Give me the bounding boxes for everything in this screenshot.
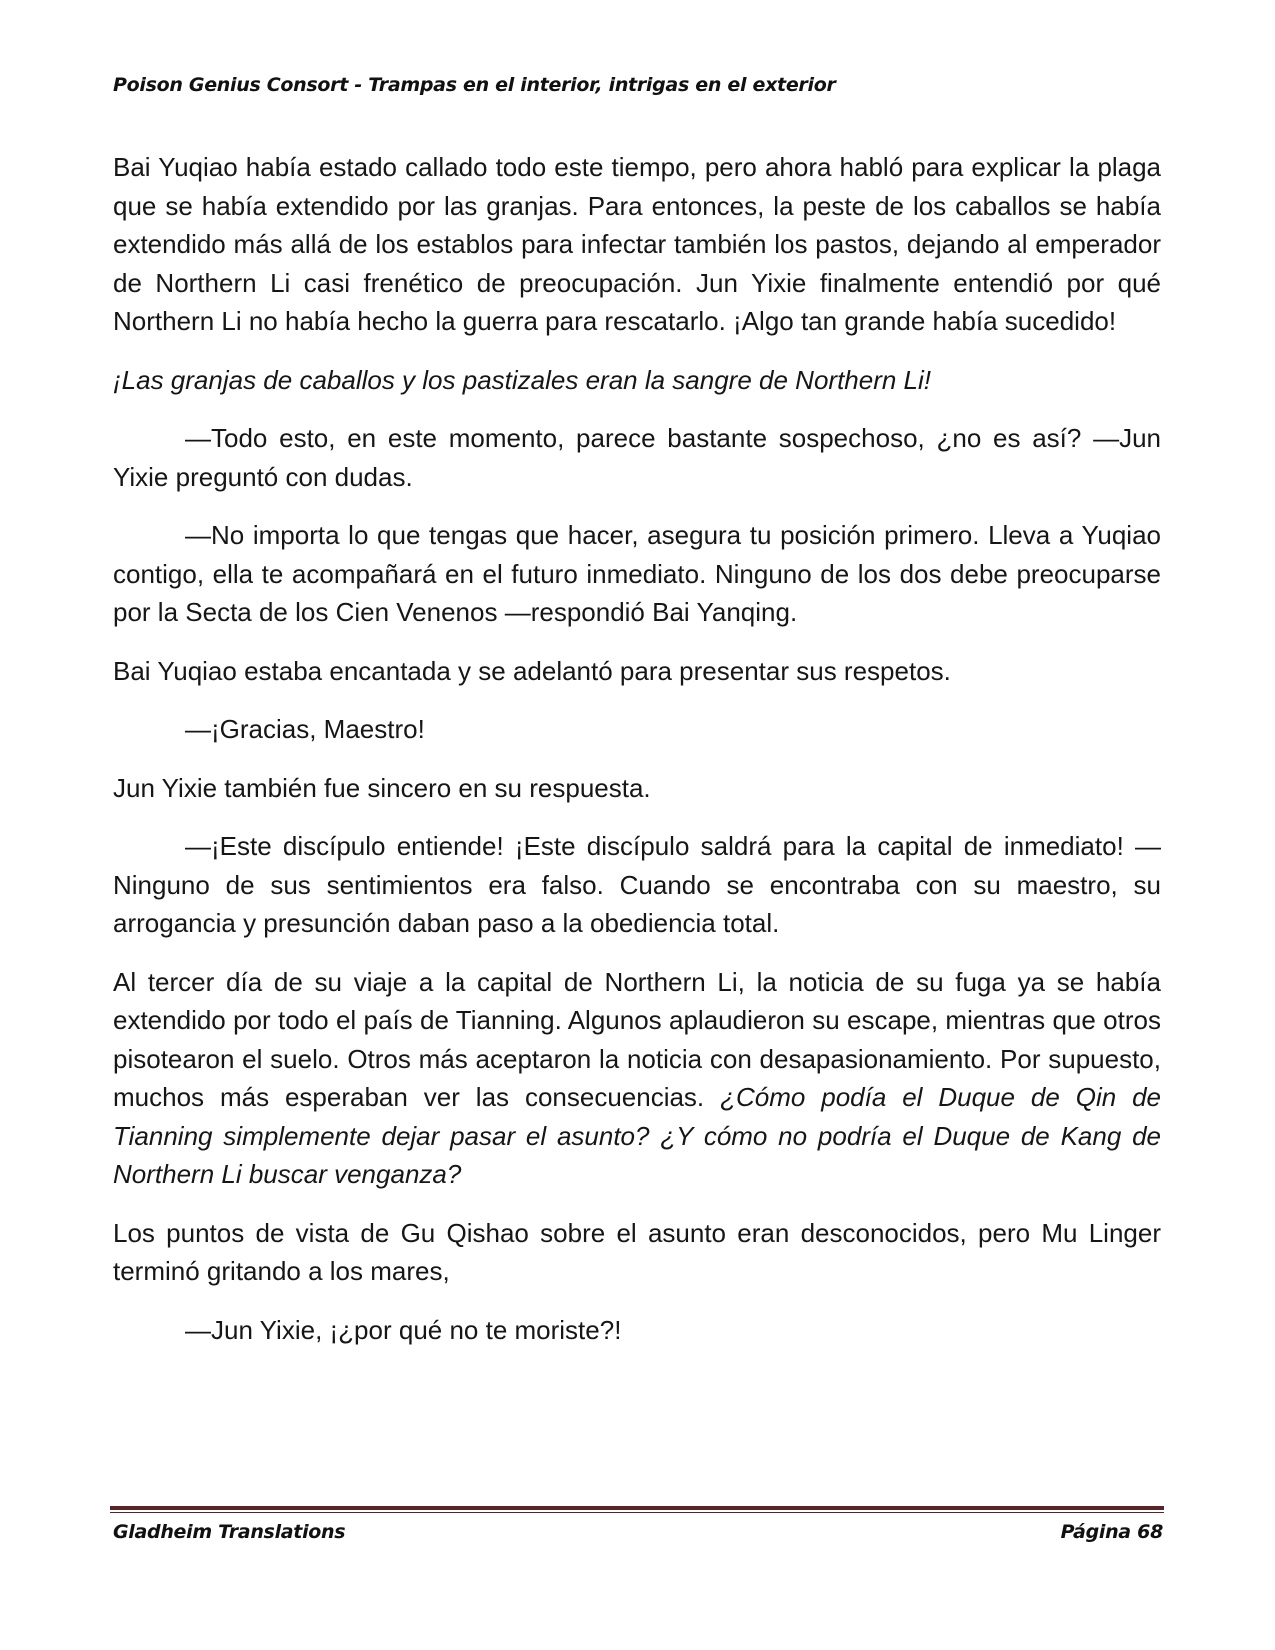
paragraph: Bai Yuqiao estaba encantada y se adelantó para presentar sus respetos. [113,655,951,686]
paragraph-text: Al tercer día de su viaje a la capital de Northern Li, la noticia de su fuga ya se había extendido por todo el país de Tianning. Algunos aplaudieron su escape, mientras que otros pisotearon el suelo. Otros más aceptaron la noticia con desapasionamiento. Por supuesto, muchos más esperaban ver las consecuencias. [113,966,1161,1112]
paragraph: Jun Yixie también fue sincero en su respuesta. [113,772,651,803]
footer-divider-thick [110,1506,1164,1510]
dialogue-paragraph: —¡Gracias, Maestro! [185,714,425,744]
dialogue-paragraph: —Jun Yixie, ¡¿por qué no te moriste?! [185,1314,622,1345]
running-header: Poison Genius Consort - Trampas en el interior, intrigas en el exterior [113,74,836,96]
dialogue-paragraph: —¡Este discípulo entiende! ¡Este discípulo saldrá para la capital de inmediato! —Ninguno de sus sentimientos era falso. Cuando se encontraba con su maestro, su arrogancia y presunción daban paso a la obediencia total. [113,831,1161,938]
footer-publisher: Gladheim Translations [113,1521,346,1543]
footer-divider [110,1506,1164,1513]
page-body [113,148,1161,1369]
page-number: Página 68 [1060,1521,1163,1543]
dialogue-paragraph: —Todo esto, en este momento, parece bastante sospechoso, ¿no es así? —Jun Yixie preguntó con dudas. [113,423,1161,492]
paragraph [113,963,1161,1194]
dialogue-paragraph: —No importa lo que tengas que hacer, asegura tu posición primero. Lleva a Yuqiao contigo, ella te acompañará en el futuro inmediato. Ninguno de los dos debe preocuparse por la Secta de los Cien Venenos —respondió Bai Yanqing. [113,520,1161,627]
paragraph: Bai Yuqiao había estado callado todo este tiempo, pero ahora habló para explicar la plaga que se había extendido por las granjas. Para entonces, la peste de los caballos se había extendido más allá de los establos para infectar también los pastos, dejando al emperador de Northern Li casi frenético de preocupación. Jun Yixie finalmente entendió por qué Northern Li no había hecho la guerra para rescatarlo. ¡Algo tan grande había sucedido! [113,152,1161,336]
paragraph: Los puntos de vista de Gu Qishao sobre el asunto eran desconocidos, pero Mu Linger terminó gritando a los mares, [113,1217,1161,1286]
footer-divider-thin [110,1512,1164,1513]
paragraph-italic: ¡Las granjas de caballos y los pastizales eran la sangre de Northern Li! [113,364,932,395]
paragraph-italic-text: ¿Cómo podía el Duque de Qin de Tianning simplemente dejar pasar el asunto? ¿Y cómo no podría el Duque de Kang de Northern Li buscar venganza? [113,1082,1162,1189]
